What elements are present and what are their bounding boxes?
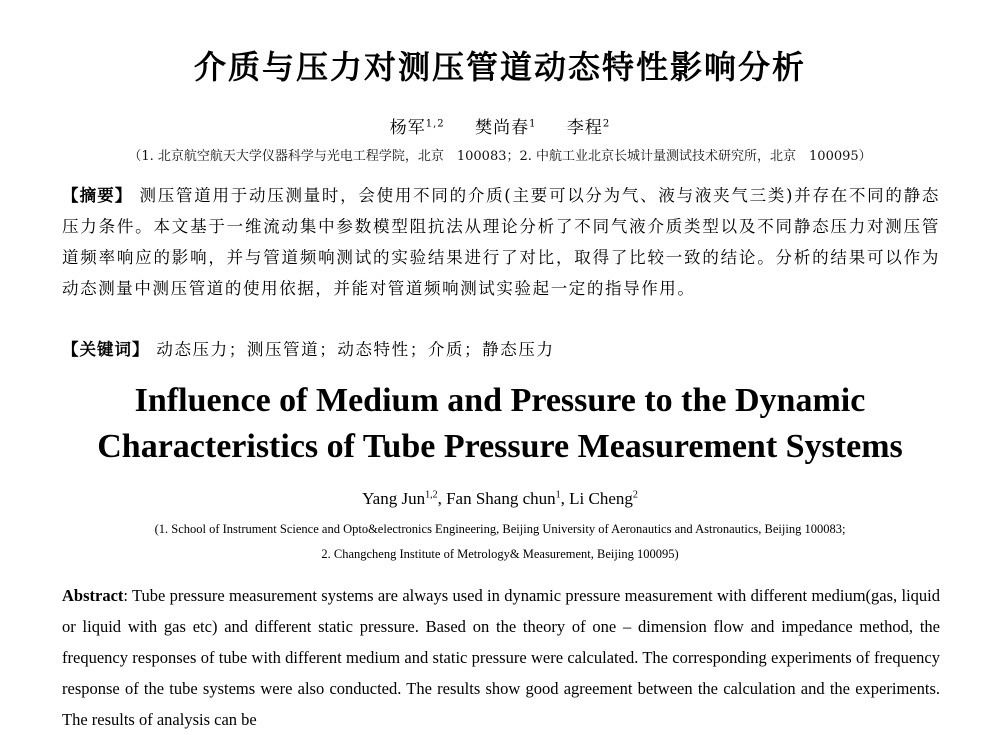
english-affiliation <box>0 517 1000 567</box>
author-affil-mark: 2 <box>602 118 611 130</box>
author-1 <box>390 118 445 138</box>
author-3 <box>569 489 638 508</box>
english-authors: Yang Jun$^{1,2}$, Fan Shang chun$^1$, Li Cheng$^2$ <box>362 489 638 508</box>
author-affil-mark: 1,2 <box>425 489 438 501</box>
author-name: 樊尚春 <box>475 118 530 138</box>
chinese-keywords <box>62 336 940 360</box>
abstract-label: 【摘要】 <box>62 186 133 205</box>
keywords-text: 动态压力；测压管道；动态特性；介质；静态压力 <box>156 340 555 359</box>
author-name: Yang Jun <box>362 489 426 508</box>
author-name: Li Cheng <box>569 489 633 508</box>
author-2 <box>446 489 561 508</box>
english-title <box>0 378 1000 470</box>
abstract-label: Abstract <box>62 586 124 605</box>
author-3 <box>567 118 610 138</box>
author-affil-mark: 1,2 <box>425 118 445 130</box>
chinese-authors <box>0 113 1000 138</box>
abstract-text: : Tube pressure measurement systems are always used in dynamic pressure measurement with different medium(gas, liquid or liquid with gas etc) and different static pressure. Based on the theory of one – dimension flow and impedance method, the frequency responses of tube with different medium and static pressure were calculated. The corresponding experiments of frequency response of the tube systems were also conducted. The results show good agreement between the calculation and the experiments. The results of analysis can be <box>62 586 940 729</box>
english-abstract <box>62 580 940 735</box>
chinese-affiliation: （1. 北京航空航天大学仪器科学与光电工程学院，北京 100083；2. 中航工业北京长城计量测试技术研究所，北京 100095） <box>128 149 872 164</box>
author-affil-mark: 1 <box>529 118 537 130</box>
author-2 <box>475 118 536 138</box>
author-name: 杨军 <box>389 118 426 138</box>
english-affiliation-line-1: (1. School of Instrument Science and Opto&electronics Engineering, Beijing University of Aeronautics and Astronautics, Beijing 100083; <box>154 522 846 536</box>
chinese-abstract <box>62 180 940 304</box>
chinese-title: 介质与压力对测压管道动态特性影响分析 <box>193 48 806 86</box>
english-title-line-2: Characteristics of Tube Pressure Measurement Systems <box>97 428 903 465</box>
author-1 <box>362 489 438 508</box>
author-affil-mark: 2 <box>632 489 638 501</box>
english-title-line-1: Influence of Medium and Pressure to the Dynamic <box>134 382 866 419</box>
author-name: Fan Shang chun <box>446 489 556 508</box>
abstract-text: 测压管道用于动压测量时，会使用不同的介质(主要可以分为气、液与液夹气三类)并存在不同的静态压力条件。本文基于一维流动集中参数模型阻抗法从理论分析了不同气液介质类型以及不同静态压力对测压管道频率响应的影响，并与管道频响测试的实验结果进行了对比，取得了比较一致的结论。分析的结果可以作为动态测量中测压管道的使用依据，并能对管道频响测试实验起一定的指导作用。 <box>62 186 940 298</box>
author-affil-mark: 1 <box>555 489 561 501</box>
english-affiliation-line-2: 2. Changcheng Institute of Metrology& Measurement, Beijing 100095) <box>321 547 679 561</box>
author-name: 李程 <box>566 118 603 138</box>
keywords-label: 【关键词】 <box>62 340 150 359</box>
